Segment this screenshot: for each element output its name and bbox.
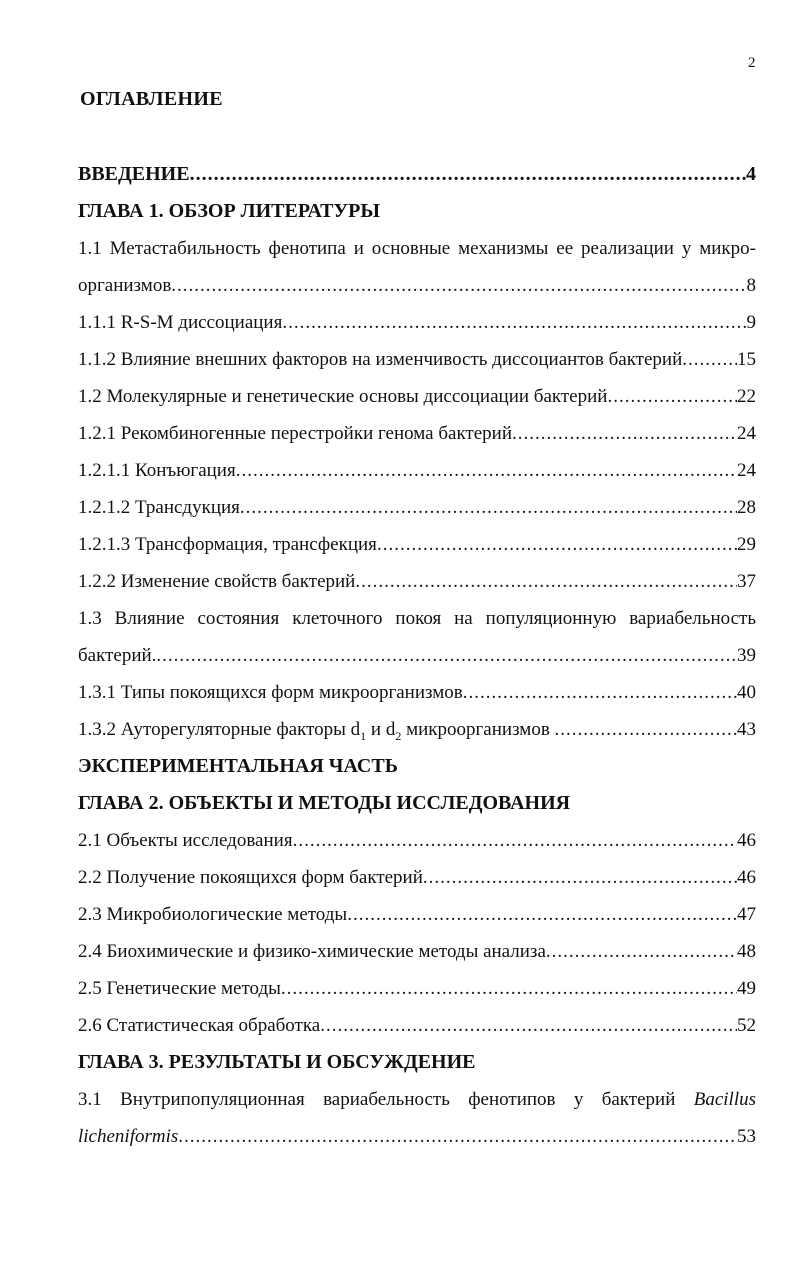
toc-entry-2-5 <box>78 970 756 1007</box>
toc-entry-page: 47 <box>737 904 756 925</box>
toc-entry-page: 48 <box>737 941 756 962</box>
toc-entry-page: 9 <box>746 312 756 333</box>
toc-heading-chapter-2 <box>78 785 756 822</box>
toc-entry-1-2-1-1 <box>78 452 756 489</box>
dot-leader <box>171 267 746 304</box>
dot-leader <box>190 156 746 193</box>
heading-text: ГЛАВА 3. РЕЗУЛЬТАТЫ И ОБСУЖДЕНИЕ <box>78 1051 476 1073</box>
dot-leader <box>607 378 737 415</box>
toc-entry-text: 2.3 Микробиологические методы <box>78 904 348 925</box>
toc-entry-1-2-1-2 <box>78 489 756 526</box>
toc-entry-1-3-2 <box>78 711 756 748</box>
toc-entry-1-3-continued <box>78 637 756 674</box>
toc-entry-1-2-1-3 <box>78 526 756 563</box>
toc-entry-1-3-1 <box>78 674 756 711</box>
toc-heading-chapter-3 <box>78 1044 756 1081</box>
toc-entry-text: 2.4 Биохимические и физико-химические методы анализа <box>78 941 546 962</box>
heading-text: ГЛАВА 2. ОБЪЕКТЫ И МЕТОДЫ ИССЛЕДОВАНИЯ <box>78 792 571 814</box>
toc-entry-text: 2.6 Статистическая обработка <box>78 1015 321 1036</box>
toc-entry-text: 1.3.1 Типы покоящихся форм микроорганизмов <box>78 682 463 703</box>
dot-leader <box>546 933 737 970</box>
dot-leader <box>347 896 737 933</box>
dot-leader <box>281 970 737 1007</box>
toc-entry-2-6 <box>78 1007 756 1044</box>
toc-entry-2-1 <box>78 822 756 859</box>
toc-entry-text: 1.2 Молекулярные и генетические основы диссоциации бактерий <box>78 386 608 407</box>
toc-entry-text: 1.2.1.2 Трансдукция <box>78 497 240 518</box>
dot-leader <box>156 637 737 674</box>
toc-entry-page: 4 <box>746 163 756 185</box>
toc-entry-page: 53 <box>737 1126 756 1147</box>
toc-entry-1-1-continued <box>78 267 756 304</box>
toc-entry-1-2 <box>78 378 756 415</box>
toc-entry-3-1 <box>78 1081 756 1118</box>
toc-entry-2-4 <box>78 933 756 970</box>
toc-entry-page: 22 <box>737 386 756 407</box>
toc-entry-2-3 <box>78 896 756 933</box>
toc-entry-page: 29 <box>737 534 756 555</box>
toc-entry-text: организмов <box>78 275 172 296</box>
dot-leader <box>293 822 737 859</box>
toc-entry-page: 52 <box>737 1015 756 1036</box>
heading-text: ЭКСПЕРИМЕНТАЛЬНАЯ ЧАСТЬ <box>78 755 398 777</box>
toc-entry-3-1-continued <box>78 1118 756 1155</box>
dot-leader <box>682 341 737 378</box>
toc-entry-text: 1.2.1 Рекомбиногенные перестройки генома бактерий <box>78 423 512 444</box>
toc-entry-page: 28 <box>737 497 756 518</box>
heading-text: ГЛАВА 1. ОБЗОР ЛИТЕРАТУРЫ <box>78 200 381 222</box>
toc-entry-1-1-1 <box>78 304 756 341</box>
toc-entry-text: бактерий. <box>78 645 157 666</box>
toc-entry-1-2-1 <box>78 415 756 452</box>
toc-heading-chapter-1 <box>78 193 756 230</box>
toc-entry-text: ВВЕДЕНИЕ <box>78 163 190 185</box>
toc-entry-text: 1.3.2 Ауторегуляторные факторы $d_1$ и $d_2$ микроорганизмов <box>78 719 555 743</box>
dot-leader <box>555 711 737 748</box>
toc-entry-2-2 <box>78 859 756 896</box>
table-of-contents <box>78 156 756 1155</box>
toc-entry-text: 1.1.1 R-S-M диссоциация <box>78 312 283 333</box>
dot-leader <box>463 674 737 711</box>
dot-leader <box>377 526 737 563</box>
toc-entry-page: 49 <box>737 978 756 999</box>
toc-entry-text: 1.3 Влияние состояния клеточного покоя на популяционную вариабельность <box>78 608 756 629</box>
toc-entry-text: 2.1 Объекты исследования <box>78 830 293 851</box>
toc-entry-page: 24 <box>737 423 756 444</box>
toc-entry-text: 1.1 Метастабильность фенотипа и основные механизмы ее реализации у микро- <box>78 238 756 259</box>
toc-entry-page: 24 <box>737 460 756 481</box>
toc-entry-page: 15 <box>737 349 756 370</box>
toc-entry-page: 46 <box>737 830 756 851</box>
page-number: 2 <box>748 55 756 71</box>
toc-entry-text: 1.1.2 Влияние внешних факторов на изменчивость диссоциантов бактерий <box>78 349 683 370</box>
toc-entry-text: 1.2.1.1 Конъюгация <box>78 460 236 481</box>
dot-leader <box>236 452 737 489</box>
toc-entry-page: 37 <box>737 571 756 592</box>
toc-entry-intro <box>78 156 756 193</box>
toc-entry-text: 1.2.1.3 Трансформация, трансфекция <box>78 534 377 555</box>
toc-entry-page: 40 <box>737 682 756 703</box>
toc-entry-page: 39 <box>737 645 756 666</box>
dot-leader <box>320 1007 737 1044</box>
toc-entry-text: 1.2.2 Изменение свойств бактерий <box>78 571 356 592</box>
dot-leader <box>512 415 737 452</box>
page-title: ОГЛАВЛЕНИЕ <box>80 88 223 110</box>
toc-entry-page: 43 <box>737 719 756 740</box>
dot-leader <box>240 489 737 526</box>
toc-entry-text: 2.2 Получение покоящихся форм бактерий <box>78 867 423 888</box>
dot-leader <box>423 859 737 896</box>
toc-entry-1-1-2 <box>78 341 756 378</box>
toc-entry-1-2-2 <box>78 563 756 600</box>
dot-leader <box>355 563 737 600</box>
toc-entry-text: 3.1 Внутрипопуляционная вариабельность фенотипов у бактерий Bacillus <box>78 1089 756 1110</box>
dot-leader <box>282 304 746 341</box>
toc-entry-1-3 <box>78 600 756 637</box>
toc-entry-text: licheniformis <box>78 1126 179 1147</box>
dot-leader <box>178 1118 737 1155</box>
toc-entry-page: 8 <box>746 275 756 296</box>
toc-entry-page: 46 <box>737 867 756 888</box>
toc-entry-text: 2.5 Генетические методы <box>78 978 281 999</box>
toc-entry-1-1 <box>78 230 756 267</box>
